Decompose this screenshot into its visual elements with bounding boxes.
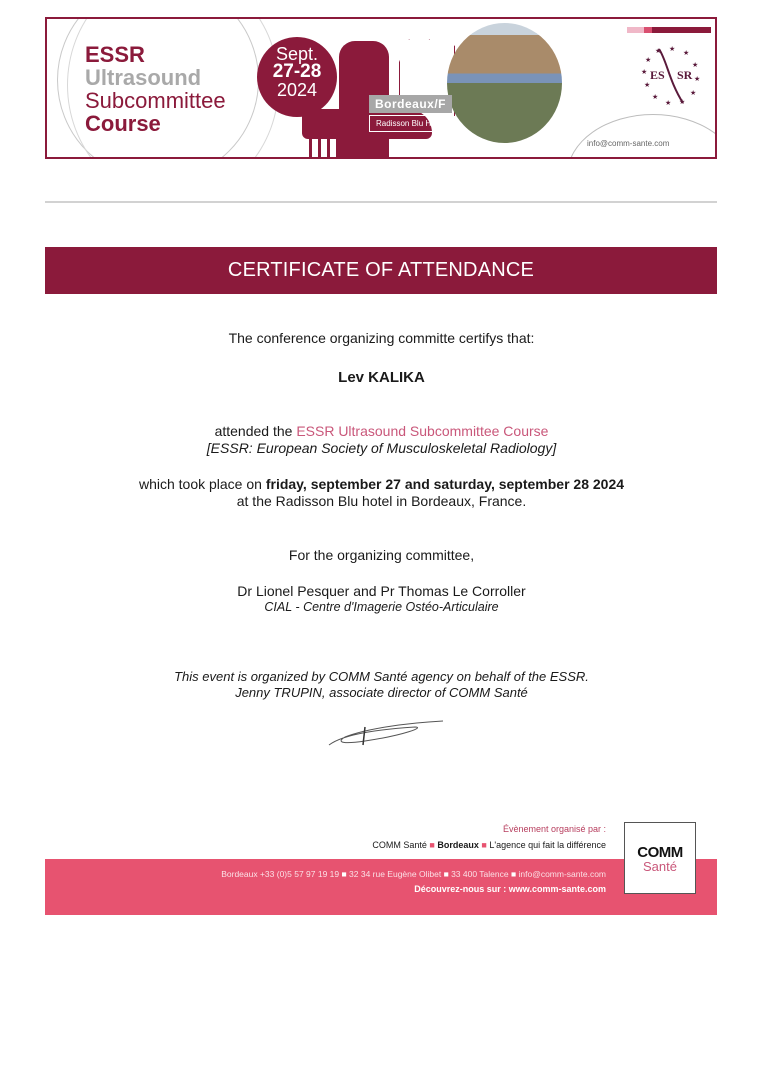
svg-text:★: ★ [679, 99, 686, 106]
organizer-tagline [372, 840, 606, 850]
footer-band [45, 859, 717, 915]
attendee-name: Lev KALIKA [338, 369, 425, 386]
separator-icon: ■ [481, 840, 487, 850]
signatories: Dr Lionel Pesquer and Pr Thomas Le Corroller [237, 583, 526, 599]
banner-title [85, 43, 226, 135]
chair-illustration [309, 137, 369, 159]
svg-text:ES: ES [650, 68, 665, 82]
organizer-signatory: Jenny TRUPIN, associate director of COMM Santé [235, 685, 528, 700]
street: 32 34 rue Eugène Olibet [349, 869, 442, 879]
date-month: Sept. [275, 44, 319, 64]
svg-text:SR: SR [677, 68, 693, 82]
svg-text:★: ★ [665, 100, 672, 107]
course-name: ESSR Ultrasound Subcommittee Course [296, 423, 549, 439]
color-stripe [627, 27, 711, 33]
event-dates: friday, september 27 and saturday, september 28 2024 [265, 476, 625, 492]
postcode-city: 33 400 Talence [451, 869, 509, 879]
dates-line [0, 476, 763, 492]
signature-icon [325, 715, 445, 750]
svg-text:★: ★ [641, 69, 648, 76]
footer-email: info@comm-sante.com [518, 869, 606, 879]
svg-text:★: ★ [644, 82, 651, 89]
svg-text:★: ★ [694, 76, 701, 83]
dates-prefix: which took place on [138, 476, 266, 492]
separator-icon: ■ [510, 869, 517, 879]
svg-text:★: ★ [655, 48, 662, 55]
decorative-ring [567, 114, 717, 159]
svg-text:★: ★ [690, 90, 697, 97]
city-badge: Bordeaux/F [369, 95, 452, 113]
event-banner [45, 17, 717, 159]
date-badge [257, 37, 337, 117]
comm-sante-logo [624, 822, 696, 894]
committee-label: For the organizing committee, [288, 547, 475, 563]
organizer-note: This event is organized by COMM Santé agency on behalf of the ESSR. [174, 669, 589, 684]
attended-line [0, 423, 763, 439]
svg-text:★: ★ [645, 57, 652, 64]
separator-icon: ■ [341, 869, 347, 879]
attended-prefix: attended the [214, 423, 297, 439]
svg-text:★: ★ [683, 50, 690, 57]
society-note: [ESSR: European Society of Musculoskeletal Radiology] [206, 440, 557, 456]
separator-icon: ■ [443, 869, 449, 879]
institution: CIAL - Centre d'Imagerie Ostéo-Articulaire [264, 600, 499, 614]
organized-by-label: Évènement organisé par : [502, 824, 606, 834]
essr-logo-icon [637, 41, 707, 111]
footer-website: Découvrez-nous sur : www.comm-sante.com [414, 884, 606, 894]
bordeaux-photo [447, 23, 562, 143]
banner-title-line: Subcommittee [85, 88, 226, 113]
separator-icon: ■ [429, 840, 435, 850]
banner-email: info@comm-sante.com [587, 139, 670, 148]
svg-text:★: ★ [692, 62, 699, 69]
svg-text:★: ★ [652, 94, 659, 101]
hotel-badge: Radisson Blu Hotel [369, 115, 451, 132]
venue-line: at the Radisson Blu hotel in Bordeaux, France. [236, 493, 527, 509]
intro-text: The conference organizing committe certifys that: [228, 330, 535, 346]
phone: Bordeaux +33 (0)5 57 97 19 19 [221, 869, 340, 879]
tagline-part: Bordeaux [437, 840, 479, 850]
banner-title-line: ESSR [85, 42, 145, 67]
logo-text: Santé [643, 859, 677, 874]
logo-text: COMM [637, 844, 683, 861]
tagline-part: COMM Santé [372, 840, 427, 850]
date-days: 27-28 [272, 61, 322, 82]
footer-address [221, 869, 606, 879]
date-year: 2024 [276, 80, 318, 100]
banner-title-line: Ultrasound [85, 65, 202, 90]
banner-title-line: Course [85, 111, 161, 136]
divider [45, 201, 717, 203]
tagline-part: L'agence qui fait la différence [489, 840, 606, 850]
svg-text:★: ★ [669, 46, 676, 53]
certificate-heading: CERTIFICATE OF ATTENDANCE [45, 247, 717, 294]
